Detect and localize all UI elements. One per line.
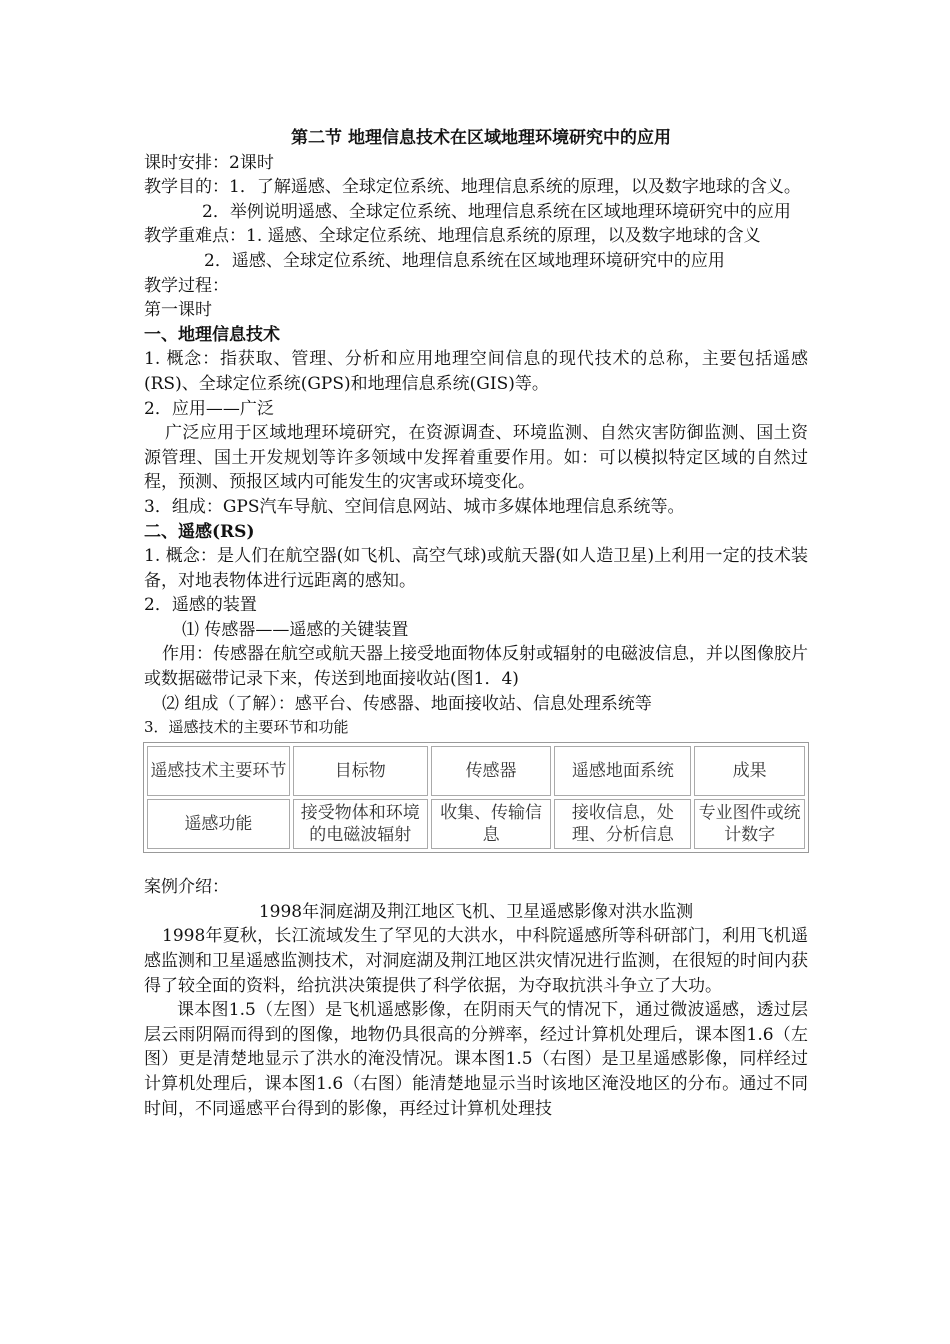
table-cell: 传感器 xyxy=(431,746,552,796)
application-heading: 2．应用——广泛 xyxy=(144,398,274,419)
page-title: 第二节 地理信息技术在区域地理环境研究中的应用 xyxy=(291,128,671,148)
table-row xyxy=(147,799,805,849)
application-paragraph: 广泛应用于区域地理环境研究，在资源调查、环境监测、自然灾害防御监测、国土资源管理、国土开发规划等许多领域中发挥着重要作用。如：可以模拟特定区域的自然过程，预测、预报区域内可能发生的灾害或环境变化。 xyxy=(144,423,808,493)
table-cell: 遥感功能 xyxy=(147,799,290,849)
document-body xyxy=(144,126,808,1121)
case-label: 案例介绍： xyxy=(144,877,229,898)
rs-function-table xyxy=(143,742,809,853)
teaching-goal-2: 2．举例说明遥感、全球定位系统、地理信息系统在区域地理环境研究中的应用 xyxy=(202,201,791,222)
table-cell: 目标物 xyxy=(293,746,428,796)
section-heading-1: 一、地理信息技术 xyxy=(144,324,280,345)
section-heading-2: 二、遥感(RS) xyxy=(144,521,255,542)
lesson-label: 第一课时 xyxy=(144,300,212,321)
table-cell: 遥感地面系统 xyxy=(554,746,691,796)
case-title: 1998年洞庭湖及荆江地区飞机、卫星遥感影像对洪水监测 xyxy=(258,901,694,922)
rs-device-heading: 2．遥感的装置 xyxy=(144,595,257,616)
sensor-function-paragraph: 作用：传感器在航空或航天器上接受地面物体反射或辐射的电磁波信息，并以图像胶片或数据磁带记录下来，传送到地面接收站(图1．4) xyxy=(144,644,808,690)
table-cell: 成果 xyxy=(694,746,805,796)
key-points-1: 教学重难点：1. 遥感、全球定位系统、地理信息系统的原理，以及数字地球的含义 xyxy=(144,226,761,247)
concept-paragraph: 1. 概念：指获取、管理、分析和应用地理空间信息的现代技术的总称，主要包括遥感(RS)、全球定位系统(GPS)和地理信息系统(GIS)等。 xyxy=(144,349,808,394)
composition-detail-line: ⑵ 组成（了解）：感平台、传感器、地面接收站、信息处理系统等 xyxy=(162,693,652,714)
table-cell: 接收信息，处理、分析信息 xyxy=(554,799,691,849)
composition-line: 3．组成：GPS汽车导航、空间信息网站、城市多媒体地理信息系统等。 xyxy=(144,496,685,517)
table-cell: 遥感技术主要环节 xyxy=(147,746,290,796)
table-cell: 接受物体和环境的电磁波辐射 xyxy=(293,799,428,849)
table-cell: 收集、传输信息 xyxy=(431,799,552,849)
rs-concept-paragraph: 1. 概念：是人们在航空器(如飞机、高空气球)或航天器(如人造卫星)上利用一定的技术装备，对地表物体进行远距离的感知。 xyxy=(144,546,808,591)
sensor-line: ⑴ 传感器——遥感的关键装置 xyxy=(182,619,409,640)
process-label: 教学过程： xyxy=(144,275,229,296)
key-points-2: 2．遥感、全球定位系统、地理信息系统在区域地理环境研究中的应用 xyxy=(204,250,725,271)
schedule-line: 课时安排：2课时 xyxy=(144,152,274,173)
teaching-goal-1: 教学目的：1．了解遥感、全球定位系统、地理信息系统的原理，以及数字地球的含义。 xyxy=(144,177,801,198)
case-paragraph-2: 课本图1.5（左图）是飞机遥感影像，在阴雨天气的情况下，通过微波遥感，透过层层云雨阴隔而得到的图像，地物仍具很高的分辨率，经过计算机处理后，课本图1.6（左图）更是清楚地显示了洪水的淹没情况。课本图1.5（右图）是卫星遥感影像，同样经过计算机处理后，课本图1.6（右图）能清楚地显示当时该地区淹没地区的分布。通过不同时间，不同遥感平台得到的影像，再经过计算机处理技 xyxy=(144,1000,808,1119)
table-cell: 专业图件或统计数字 xyxy=(694,799,805,849)
case-paragraph-1: 1998年夏秋，长江流域发生了罕见的大洪水，中科院遥感所等科研部门，利用飞机遥感监测和卫星遥感监测技术，对洞庭湖及荆江地区洪灾情况进行监测，在很短的时间内获得了较全面的资料，给抗洪决策提供了科学依据，为夺取抗洪斗争立了大功。 xyxy=(144,926,808,996)
table-header-row xyxy=(147,746,805,796)
table-caption: 3．遥感技术的主要环节和功能 xyxy=(144,718,349,737)
